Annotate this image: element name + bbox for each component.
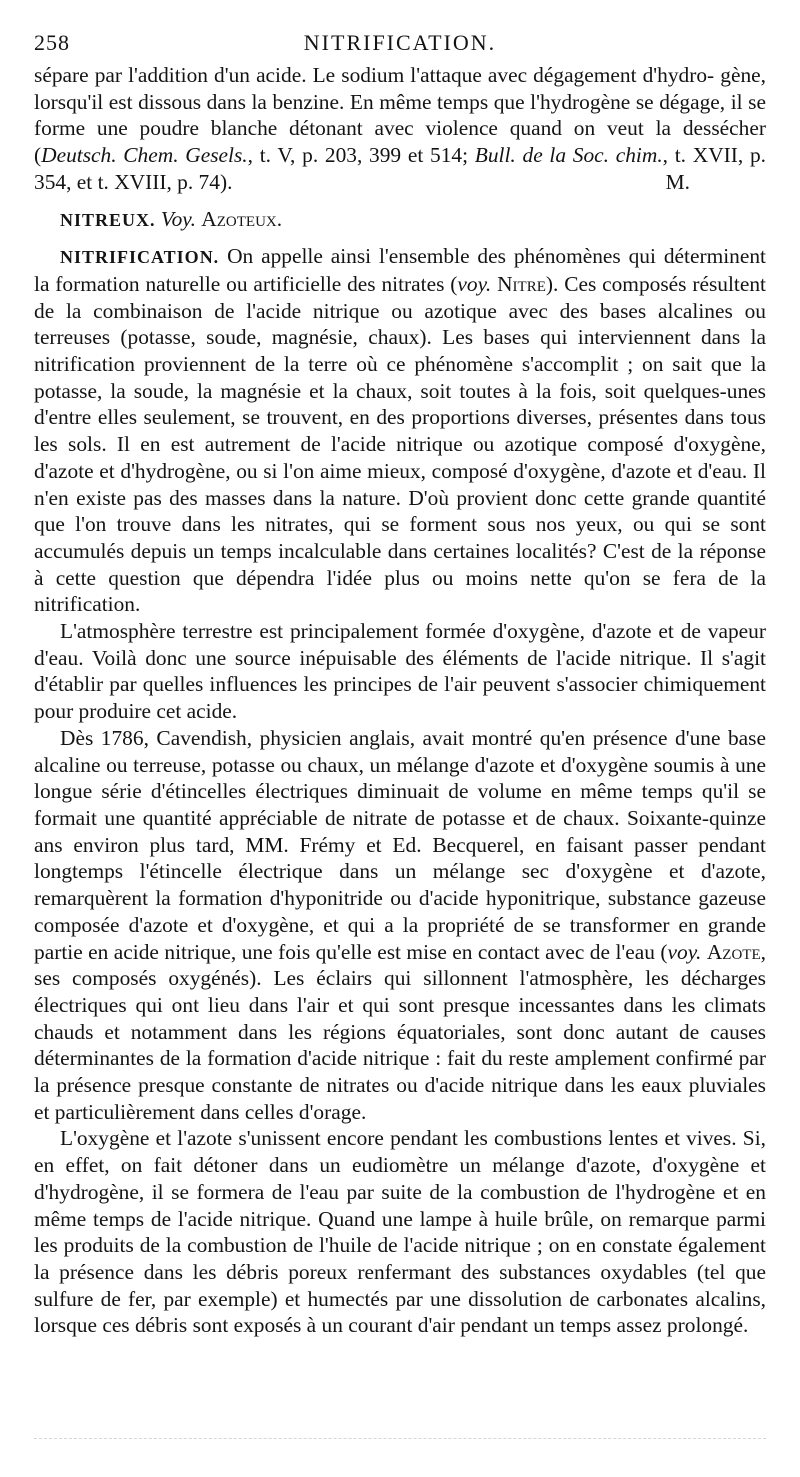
paragraph: L'oxygène et l'azote s'unissent encore pendant les combustions lentes et vives. Si, en effet, on fait détoner dans un eudiomètre un mélange d'azote, d'oxygène et d'hydrogène, il se formera de l'eau par suite de la combustion de l'hydrogène et en même temps de l'acide nitrique. Quand une lampe à huile brûle, on remarque parmi les produits de la combustion de l'huile de l'acide nitrique ; on en constate également la présence dans les débris poreux renfermant des substances oxydables (tel que sulfure de fer, par exemple) et humectés par une dissolution de carbonates alcalins, lorsque ces débris sont exposés à un courant d'air pendant un temps assez prolongé.	[34, 1126, 766, 1338]
cross-reference: Nitre	[497, 271, 546, 296]
entry-heading-nitreux: NITREUX.	[60, 209, 156, 230]
running-header	[34, 30, 766, 58]
reference-bulletin: Bull. de la Soc. chim.	[474, 143, 663, 168]
entry-nitreux: NITREUX. Voy. Azoteux.	[60, 206, 283, 231]
entry-heading-nitrification: NITRIFICATION.	[60, 247, 220, 268]
footer-rule	[34, 1438, 766, 1447]
reference-journal: Deutsch. Chem. Gesels.	[41, 143, 248, 168]
paragraph: L'atmosphère terrestre est principalement formée d'oxygène, d'azote et de vapeur d'eau. Voilà donc une source inépuisable des éléments de l'acide nitrique. Il s'agit d'établir par quelles influences les principes de l'air peuvent s'associer chimiquement pour produire cet acide.	[34, 619, 766, 724]
paragraph: Dès 1786, Cavendish, physicien anglais, avait montré qu'en présence d'une base alcaline ou terreuse, potasse ou chaux, un mélange d'azote et d'oxygène soumis à une longue série d'étincelles électriques diminuait de volume en même temps qu'il se formait une quantité appréciable de nitrate de potasse et de chaux. Soixante-quinze ans environ plus tard, MM. Frémy et Ed. Becquerel, en faisant passer pendant longtemps l'étincelle électrique dans un mélange sec d'oxygène et d'azote, remarquèrent la formation d'hyponitride ou d'acide hyponitrique, substance gazeuse composée d'azote et d'oxygène, et qui a la propriété de se transformer en grande partie en acide nitrique, une fois qu'elle est mise en contact avec de l'eau (voy. Azote, ses composés oxygénés). Les éclairs qui sillonnent l'atmosphère, les décharges électriques qui ont lieu dans l'air et qui sont presque incessantes dans les climats chauds et notamment dans les régions équatoriales, sont donc autant de causes déterminantes de la formation d'acide nitrique : fait du reste amplement confirmé par la présence presque constante de nitrates ou d'acide nitrique dans les eaux pluviales et particulièrement dans celles d'orage.	[34, 725, 766, 1124]
page-number: 258	[34, 30, 70, 55]
body-text	[34, 62, 766, 1339]
running-title: NITRIFICATION.	[303, 30, 497, 55]
paragraph-continuation: sépare par l'addition d'un acide. Le sodium l'attaque avec dégagement d'hydro- gène, lorsqu'il est dissous dans la benzine. En même temps que l'hydrogène se dégage, il se forme une poudre blanche détonant avec violence quand on veut la dessécher (Deutsch. Chem. Gesels., t. V, p. 203, 399 et 514; Bull. de la Soc. chim., t. XVII, p. 354, et t. XVIII, p. 74). M.	[34, 63, 767, 194]
cross-reference: Azoteux.	[201, 206, 283, 231]
author-signature: M.	[665, 169, 690, 194]
entry-nitrification: NITRIFICATION. On appelle ainsi l'ensemble des phénomènes qui déterminent la formation naturelle ou artificielle des nitrates (voy. Nitre). Ces composés résultent de la combinaison de l'acide nitrique ou azotique avec des bases alcalines ou terreuses (potasse, soude, magnésie, chaux). Les bases qui interviennent dans la nitrification proviennent de la terre où ce phénomène s'accomplit ; on sait que la potasse, la soude, la magnésie et la chaux, soit toutes à la fois, soit quelques-unes d'entre elles seulement, se trouvent, en des proportions diverses, présentes dans tous les sols. Il en est autrement de l'acide nitrique ou azotique composé d'oxygène, d'azote et d'hydrogène, ou si l'on aime mieux, composé d'oxygène, d'azote et d'eau. Il n'en existe pas des masses dans la nature. D'où provient donc cette grande quantité que l'on trouve dans les nitrates, qui se forment sous nos yeux, ou qui se sont accumulés depuis un temps incalculable dans certaines localités? C'est de la réponse à cette question que dépendra l'idée plus ou moins nette qu'on se fera de la nitrification.	[34, 244, 766, 617]
cross-reference: Azote	[706, 939, 761, 964]
